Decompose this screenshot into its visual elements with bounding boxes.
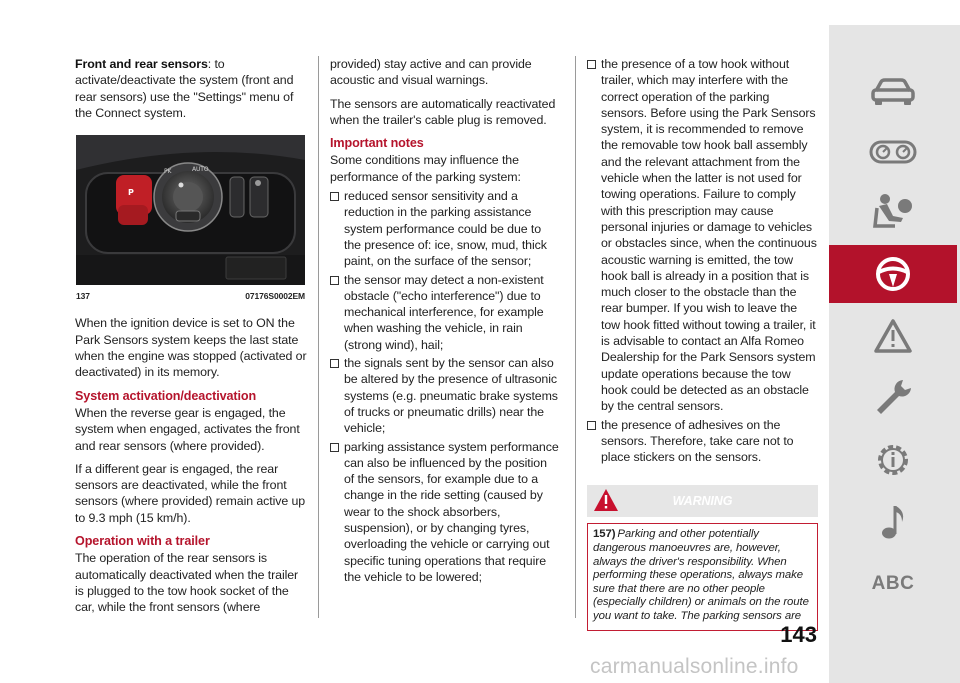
sidebar-item-emergency[interactable] bbox=[829, 369, 957, 427]
sidebar-item-warnings[interactable] bbox=[829, 307, 957, 365]
paragraph-ignition-memory: When the ignition device is set to ON the Park Sensors system keeps the last state when the engine was stopped (activated or deactivated) in its memory. bbox=[75, 316, 307, 380]
paragraph-conditions: Some conditions may influence the performance of the parking system: bbox=[330, 153, 521, 184]
paragraph-reverse-gear: When the reverse gear is engaged, the system when engaged, activates the front and rear sensors (where provided). bbox=[75, 405, 300, 453]
light-switch-panel-photo bbox=[76, 135, 305, 285]
figure-caption bbox=[76, 288, 305, 304]
svg-text:PK: PK bbox=[164, 168, 172, 176]
checkbox-bullet-icon bbox=[330, 192, 339, 201]
list-item-text: the presence of a tow hook without trailer, which may interfere with the correct operation of the parking sensors. Before using the Park Sensors system, it is recommended to remove the removable tow hook ball assembly and the relevant attachment from the vehicle when the latter is not used for towing operations. Failure to comply with this prescription may cause personal injuries or damage to vehicles or obstacles since, when the continuous acoustic warning is emitted, the tow hook ball is already in a position that is much closer to the obstacle than the rear bumper. If you wish to leave the tow hook fitted without towing a trailer, it is advisable to contact an Alfa Romeo Dealership for the Park Sensors system update operations because the tow hook could be detected as an obstacle by the central sensors. bbox=[601, 57, 817, 414]
list-item-text: the presence of adhesives on the sensors. Therefore, take care not to place stickers on the sensors. bbox=[601, 417, 794, 465]
wrench-icon bbox=[871, 376, 915, 420]
warning-text: Parking and other potentially dangerous manoeuvres are, however, always the driver's responsibility. When performing these operations, always make sure that there are no other people (especially children) or animals on the route you want to take. The parking sensors are bbox=[593, 528, 809, 622]
list-item-text: parking assistance system performance can also be influenced by the position of the sensors, for example due to a change in the ride setting (caused by wear to the shock absorbers, suspension), or by changing tyres, overloading the vehicle or carrying out specific tuning operations that require the vehicle to be lowered; bbox=[344, 439, 559, 584]
gear-info-icon bbox=[873, 440, 913, 480]
music-note-icon bbox=[878, 502, 908, 542]
paragraph-provided-stay-active: provided) stay active and can provide acoustic and visual warnings. bbox=[330, 57, 532, 88]
checkbox-bullet-icon bbox=[330, 359, 339, 368]
sidebar-item-dashboard[interactable] bbox=[829, 123, 957, 181]
car-icon bbox=[870, 77, 916, 107]
warning-header bbox=[587, 485, 818, 517]
sidebar-item-maintenance[interactable] bbox=[829, 431, 957, 489]
airbag-passenger-icon bbox=[871, 192, 915, 232]
svg-text:P: P bbox=[128, 188, 134, 198]
paragraph-text: : to activate/deactivate the system (front and rear sensors) use the "Settings" menu of the Connect system. bbox=[75, 57, 294, 120]
sidebar-item-index[interactable] bbox=[829, 555, 957, 613]
sidebar-item-driving[interactable] bbox=[829, 245, 957, 303]
column-2 bbox=[330, 56, 559, 585]
checkbox-bullet-icon bbox=[330, 276, 339, 285]
abc-index-label: ABC bbox=[871, 573, 915, 594]
paragraph-front-rear-sensors bbox=[75, 56, 307, 121]
list-item-text: the sensor may detect a non-existent obstacle ("echo interference") due to mechanical interference, for example when washing the vehicle, in rain (strong wind), hail; bbox=[344, 272, 544, 352]
steering-wheel-icon bbox=[874, 255, 912, 293]
list-item-text: reduced sensor sensitivity and a reduction in the parking assistance system performance could be due to the presence of: ice, snow, mud, thick paint, on the surface of the sensor; bbox=[344, 189, 547, 269]
watermark: carmanualsonline.info bbox=[590, 655, 799, 678]
warning-box bbox=[587, 523, 818, 630]
list-item bbox=[330, 188, 559, 269]
figure-code: 07176S0002EM bbox=[245, 291, 305, 302]
sidebar-item-safety[interactable] bbox=[829, 183, 957, 241]
paragraph-trailer: The operation of the rear sensors is automatically deactivated when the trailer is plugged to the tow hook socket of the car, while the front sensors (where bbox=[75, 551, 299, 615]
checkbox-bullet-icon bbox=[330, 443, 339, 452]
heading-important-notes: Important notes bbox=[330, 136, 424, 151]
warning-triangle-icon bbox=[593, 488, 619, 512]
sidebar-item-multimedia[interactable] bbox=[829, 493, 957, 551]
list-item-text: the signals sent by the sensor can also be altered by the presence of ultrasonic systems (e.g. pneumatic brake systems of trucks or pneumatic drills) near the vehicle; bbox=[344, 356, 558, 436]
column-1 bbox=[75, 56, 307, 623]
warning-number: 157) bbox=[593, 528, 616, 541]
warning-title: WARNING bbox=[672, 494, 733, 509]
dashboard-gauges-icon bbox=[869, 139, 917, 165]
column-divider bbox=[318, 56, 319, 618]
light-switch-illustration bbox=[76, 135, 305, 285]
list-item bbox=[587, 56, 818, 415]
column-divider bbox=[575, 56, 576, 618]
column-3 bbox=[587, 56, 818, 631]
list-item bbox=[330, 355, 559, 436]
chapter-sidebar bbox=[829, 25, 960, 683]
list-item bbox=[587, 417, 818, 466]
checkbox-bullet-icon bbox=[587, 421, 596, 430]
checkbox-bullet-icon bbox=[587, 60, 596, 69]
heading-system-activation: System activation/deactivation bbox=[75, 388, 257, 403]
sidebar-item-vehicle[interactable] bbox=[829, 63, 957, 121]
heading-operation-trailer: Operation with a trailer bbox=[75, 534, 210, 549]
term-front-rear-sensors: Front and rear sensors bbox=[75, 57, 208, 71]
figure-number: 137 bbox=[76, 291, 90, 302]
page-number: 143 bbox=[780, 622, 817, 647]
paragraph-sensors-reactivated: The sensors are automatically reactivated when the trailer's cable plug is removed. bbox=[330, 96, 556, 127]
list-item bbox=[330, 272, 559, 353]
list-item bbox=[330, 439, 559, 586]
paragraph-different-gear: If a different gear is engaged, the rear sensors are deactivated, while the front sensors (where provided) remain active up to 9.3 mph (15 km/h). bbox=[75, 461, 306, 525]
warning-triangle-icon bbox=[873, 318, 913, 354]
svg-text:AUTO: AUTO bbox=[192, 166, 209, 174]
